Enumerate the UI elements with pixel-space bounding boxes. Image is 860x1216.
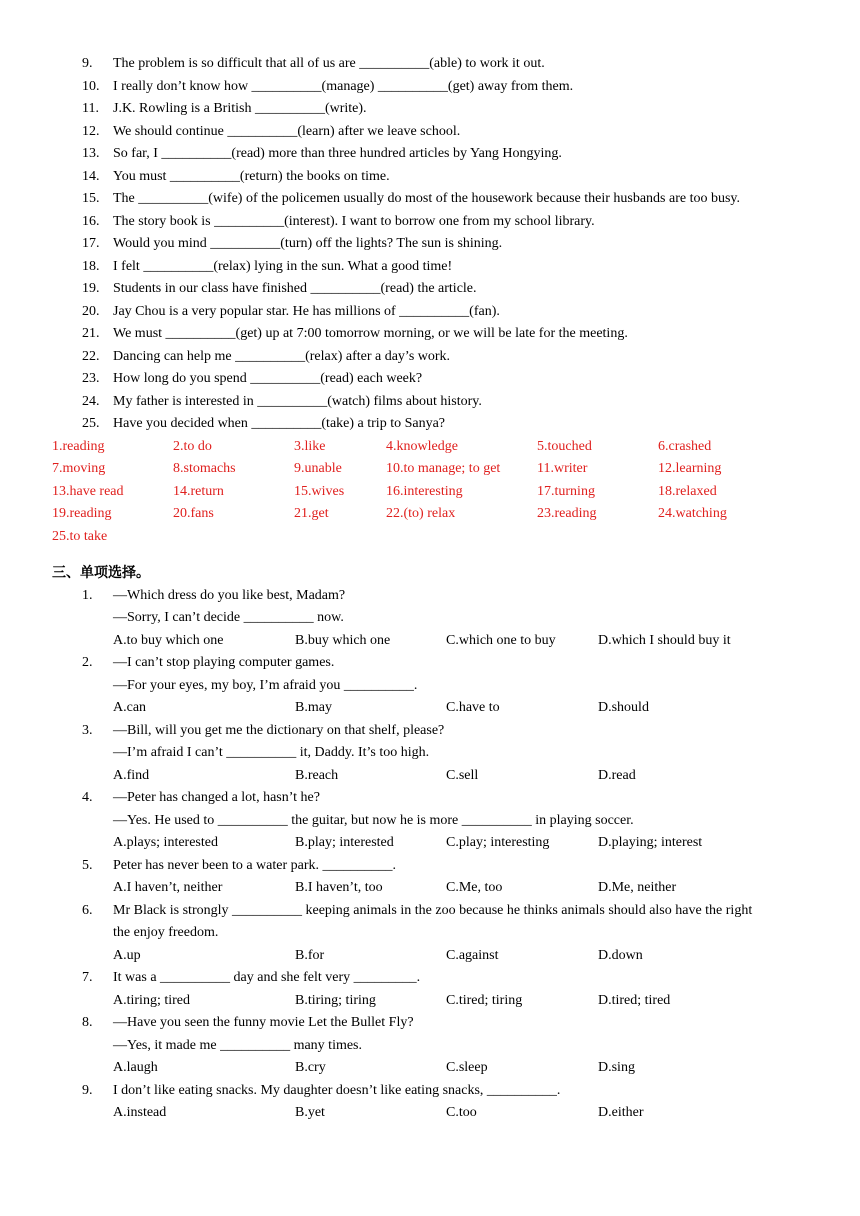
question-text: —Yes. He used to __________ the guitar, but now he is more __________ in playing soccer.: [113, 812, 634, 828]
item-number: 15.: [82, 191, 100, 206]
fill-item: [0, 188, 860, 210]
question-number: 8.: [82, 1015, 93, 1030]
question-text: —For your eyes, my boy, I’m afraid you __________.: [113, 677, 418, 693]
answer-key: 16.interesting: [386, 483, 463, 499]
item-text: I felt __________(relax) lying in the sun. What a good time!: [113, 258, 453, 274]
item-text: So far, I __________(read) more than three hundred articles by Yang Hongying.: [113, 146, 562, 161]
question-text: —Sorry, I can’t decide __________ now.: [113, 610, 344, 625]
answer-key: 21.get: [294, 506, 329, 521]
answer-key: 18.relaxed: [658, 483, 717, 499]
answer-key: 25.to take: [52, 528, 108, 544]
answer-option: A.up: [113, 947, 141, 963]
fill-item: [0, 98, 860, 120]
item-number: 13.: [82, 146, 100, 161]
question-text: —Which dress do you like best, Madam?: [113, 587, 346, 603]
item-number: 22.: [82, 348, 100, 364]
item-text: The problem is so difficult that all of us are __________(able) to work it out.: [113, 56, 545, 71]
fill-item: [0, 301, 860, 323]
item-number: 20.: [82, 303, 100, 319]
answer-option: B.buy which one: [295, 632, 391, 648]
answer-key: 9.unable: [294, 461, 342, 476]
answer-key: 6.crashed: [658, 438, 712, 454]
answer-key: 19.reading: [52, 506, 112, 521]
item-number: 18.: [82, 258, 100, 274]
question-text: the enjoy freedom.: [113, 925, 219, 940]
item-number: 10.: [82, 78, 100, 94]
fill-item: [0, 53, 860, 75]
answer-key: 17.turning: [537, 483, 595, 499]
item-number: 23.: [82, 371, 100, 386]
question-text: —Yes, it made me __________ many times.: [113, 1037, 363, 1053]
fill-item: [0, 368, 860, 390]
answer-option: C.against: [446, 947, 499, 963]
answer-option: C.have to: [446, 700, 500, 715]
item-number: 9.: [82, 56, 93, 71]
item-text: You must __________(return) the books on time.: [113, 168, 390, 184]
item-text: The story book is __________(interest). I want to borrow one from my school library.: [113, 213, 595, 229]
item-number: 16.: [82, 213, 100, 229]
item-number: 24.: [82, 393, 100, 409]
answer-option: B.tiring; tiring: [295, 992, 376, 1008]
answer-key: 3.like: [294, 438, 326, 454]
answer-key: 2.to do: [173, 438, 212, 454]
answer-key: 11.writer: [537, 461, 588, 476]
answer-option: C.play; interesting: [446, 835, 550, 850]
answer-key: 5.touched: [537, 438, 592, 454]
fill-item: [0, 391, 860, 413]
question-text: Mr Black is strongly __________ keeping animals in the zoo because he thinks animals should also have the right: [113, 902, 753, 918]
item-text: My father is interested in __________(watch) films about history.: [113, 393, 482, 409]
answer-option: D.down: [598, 947, 643, 963]
question-number: 1.: [82, 587, 93, 603]
answer-option: D.which I should buy it: [598, 632, 731, 648]
item-text: Would you mind __________(turn) off the lights? The sun is shining.: [113, 236, 503, 251]
fill-item: [0, 121, 860, 143]
question-number: 5.: [82, 857, 93, 873]
answer-key: 4.knowledge: [386, 438, 458, 454]
answer-key: 20.fans: [173, 506, 214, 521]
answer-option: C.too: [446, 1105, 477, 1120]
answer-option: A.instead: [113, 1105, 167, 1120]
answer-option: D.either: [598, 1105, 644, 1120]
answer-option: B.I haven’t, too: [295, 880, 383, 895]
item-number: 11.: [82, 101, 99, 116]
question-text: —Peter has changed a lot, hasn’t he?: [113, 790, 320, 805]
fill-item: [0, 233, 860, 255]
answer-option: D.tired; tired: [598, 992, 671, 1008]
answer-key: 10.to manage; to get: [386, 461, 501, 476]
answer-option: A.I haven’t, neither: [113, 880, 223, 895]
item-text: J.K. Rowling is a British __________(write).: [113, 101, 367, 116]
item-number: 14.: [82, 168, 100, 184]
answer-option: A.to buy which one: [113, 632, 224, 648]
answer-option: C.sell: [446, 767, 479, 783]
answer-option: D.Me, neither: [598, 880, 677, 895]
answer-option: A.can: [113, 700, 147, 715]
item-number: 21.: [82, 326, 100, 341]
section-heading: 三、单项选择。: [52, 565, 150, 581]
answer-key: 13.have read: [52, 483, 124, 499]
answer-option: B.for: [295, 947, 325, 963]
fill-item: [0, 346, 860, 368]
item-number: 12.: [82, 123, 100, 139]
answer-key: 7.moving: [52, 461, 106, 476]
item-text: The __________(wife) of the policemen usually do most of the housework because their husbands are too busy.: [113, 191, 740, 206]
answer-option: A.plays; interested: [113, 835, 218, 850]
fill-item: [0, 211, 860, 233]
question-number: 9.: [82, 1082, 93, 1098]
answer-key: 12.learning: [658, 461, 722, 476]
item-number: 17.: [82, 236, 100, 251]
question-text: —I can’t stop playing computer games.: [113, 655, 335, 670]
question-text: —Have you seen the funny movie Let the Bullet Fly?: [113, 1015, 414, 1030]
answer-option: A.laugh: [113, 1060, 158, 1075]
question-text: Peter has never been to a water park. __________.: [113, 857, 397, 873]
item-number: 25.: [82, 416, 100, 431]
item-text: Jay Chou is a very popular star. He has millions of __________(fan).: [113, 303, 500, 319]
answer-key: 8.stomachs: [173, 461, 236, 476]
answer-key: 22.(to) relax: [386, 506, 456, 521]
answer-option: A.tiring; tired: [113, 992, 190, 1008]
item-text: We should continue __________(learn) after we leave school.: [113, 123, 461, 139]
answer-key: 1.reading: [52, 438, 105, 454]
answer-option: D.should: [598, 700, 649, 715]
item-text: How long do you spend __________(read) each week?: [113, 371, 423, 386]
answer-key: 23.reading: [537, 506, 597, 521]
question-number: 3.: [82, 722, 93, 738]
answer-option: D.sing: [598, 1060, 635, 1075]
fill-item: [0, 143, 860, 165]
answer-option: C.tired; tiring: [446, 992, 523, 1008]
answer-option: C.sleep: [446, 1060, 488, 1075]
answer-key: 14.return: [173, 483, 224, 499]
question-number: 4.: [82, 790, 93, 805]
question-text: —I’m afraid I can’t __________ it, Daddy. It’s too high.: [113, 745, 430, 760]
answer-option: B.reach: [295, 767, 339, 783]
fill-item: [0, 76, 860, 98]
question-text: It was a __________ day and she felt very _________.: [113, 970, 421, 985]
fill-item: [0, 278, 860, 300]
fill-item: [0, 256, 860, 278]
fill-item: [0, 323, 860, 345]
answer-option: B.yet: [295, 1105, 325, 1120]
answer-option: C.which one to buy: [446, 632, 556, 648]
item-text: Dancing can help me __________(relax) after a day’s work.: [113, 348, 451, 364]
item-text: I really don’t know how __________(manage) __________(get) away from them.: [113, 78, 574, 94]
question-number: 6.: [82, 902, 93, 918]
item-text: Have you decided when __________(take) a trip to Sanya?: [113, 416, 446, 431]
answer-option: B.may: [295, 700, 332, 715]
answer-option: B.play; interested: [295, 835, 394, 850]
answer-key: 24.watching: [658, 506, 727, 521]
question-number: 2.: [82, 655, 93, 670]
answer-option: C.Me, too: [446, 880, 503, 895]
answer-option: A.find: [113, 767, 150, 783]
question-number: 7.: [82, 970, 93, 985]
item-number: 19.: [82, 281, 100, 296]
answer-option: D.read: [598, 767, 636, 783]
answer-option: D.playing; interest: [598, 835, 703, 850]
question-text: —Bill, will you get me the dictionary on that shelf, please?: [113, 722, 445, 738]
answer-key: 15.wives: [294, 483, 345, 499]
item-text: Students in our class have finished __________(read) the article.: [113, 281, 477, 296]
fill-item: [0, 166, 860, 188]
question-text: I don’t like eating snacks. My daughter doesn’t like eating snacks, __________.: [113, 1082, 561, 1098]
item-text: We must __________(get) up at 7:00 tomorrow morning, or we will be late for the meeting.: [113, 326, 628, 341]
answer-option: B.cry: [295, 1060, 326, 1075]
fill-item: [0, 413, 860, 435]
